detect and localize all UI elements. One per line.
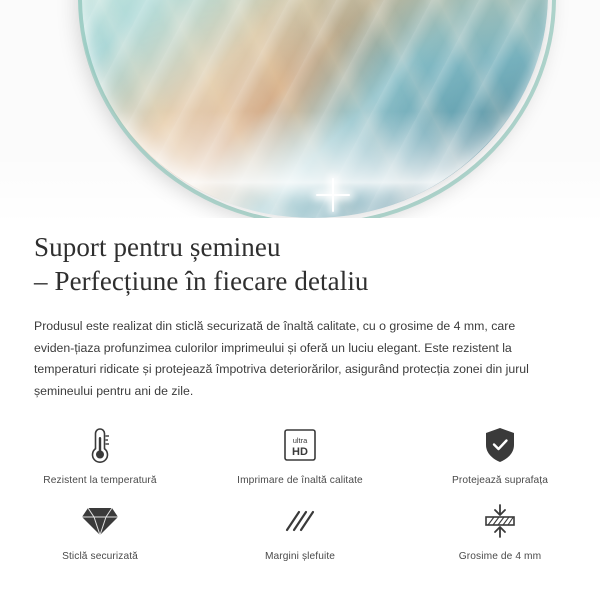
feature-grid bbox=[0, 424, 600, 562]
feature-label: Sticlă securizată bbox=[62, 551, 138, 562]
thermometer-icon bbox=[85, 424, 115, 466]
feature-item-surface-protection bbox=[400, 424, 600, 486]
hero-image bbox=[0, 0, 600, 218]
ultra-hd-icon bbox=[281, 424, 319, 466]
thickness-4mm-icon bbox=[480, 500, 520, 542]
content-section bbox=[0, 218, 600, 562]
svg-text:HD: HD bbox=[292, 446, 308, 458]
feature-label: Imprimare de înaltă calitate bbox=[237, 475, 363, 486]
shield-check-icon bbox=[482, 424, 518, 466]
page-title bbox=[34, 230, 574, 298]
feature-item-polished-edges bbox=[200, 500, 400, 562]
polished-edges-icon bbox=[281, 500, 319, 542]
headline-line-2: – Perfecțiune în fiecare detaliu bbox=[34, 266, 369, 296]
feature-label: Protejează suprafața bbox=[451, 475, 548, 486]
feature-item-thickness bbox=[400, 500, 600, 562]
feature-item-tempered-glass bbox=[0, 500, 200, 562]
headline-line-1: Suport pentru șemineu bbox=[34, 232, 281, 262]
description-paragraph: Produsul este realizat din sticlă securizată de înaltă calitate, cu o grosime de 4 mm, care eviden-țiaza profunzimea culorilor imprimeului și oferă un luciu elegant. Este rezistent la temperaturi ridicate și protejează împotriva deteriorărilor, asigurând protecția zonei din jurul șemineului pentru ani de zile. bbox=[34, 319, 529, 398]
svg-text:ultra: ultra bbox=[292, 436, 308, 445]
feature-item-temperature-resistant bbox=[0, 424, 200, 486]
feature-label: Rezistent la temperatură bbox=[43, 475, 157, 486]
feature-item-print-quality bbox=[200, 424, 400, 486]
feature-label: Grosime de 4 mm bbox=[458, 551, 542, 562]
feature-label: Margini șlefuite bbox=[264, 551, 336, 562]
diamond-icon bbox=[80, 500, 120, 542]
glass-board-image bbox=[78, 0, 548, 218]
